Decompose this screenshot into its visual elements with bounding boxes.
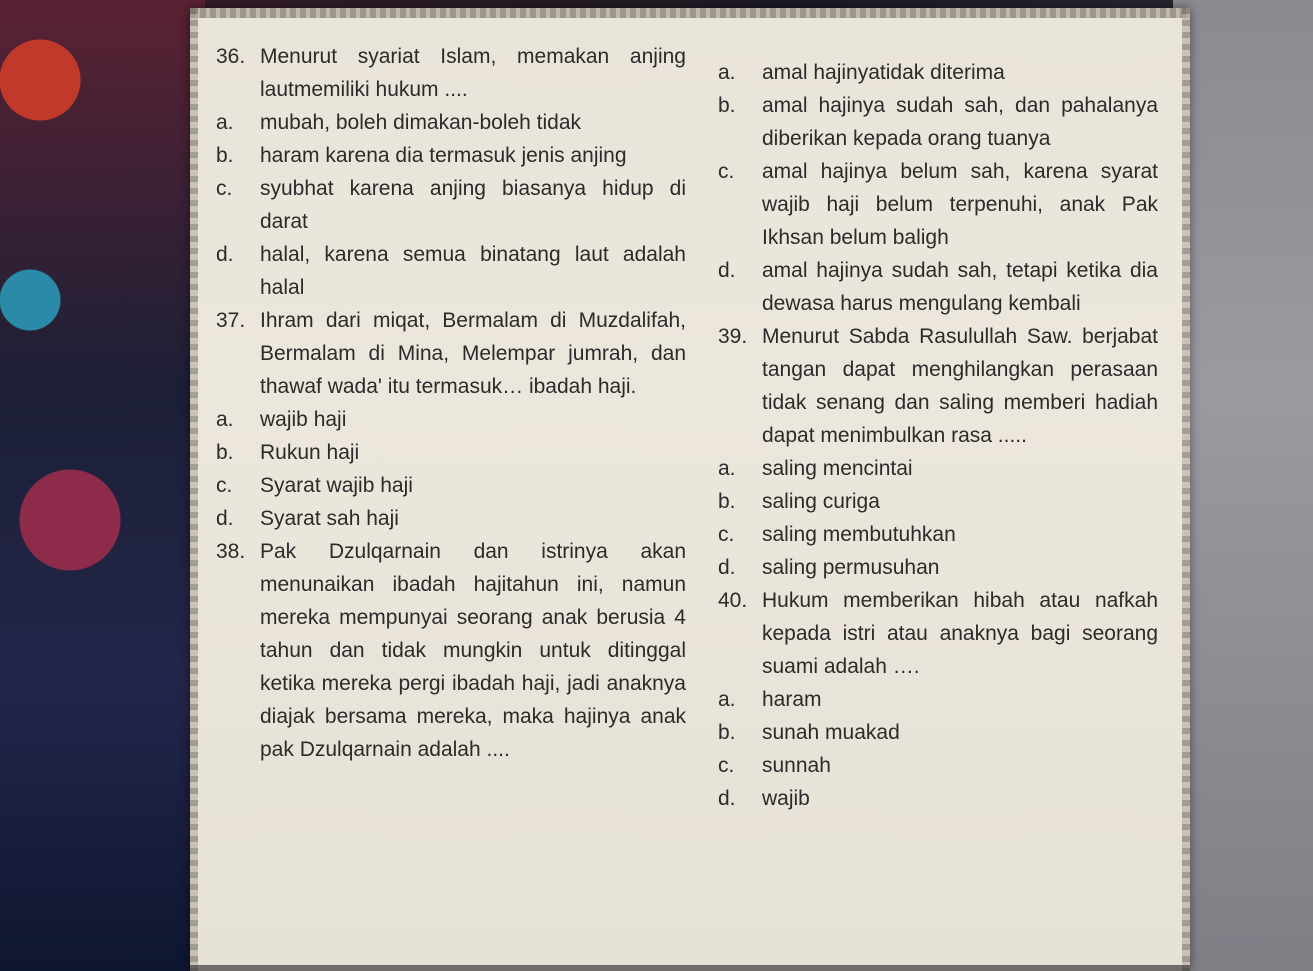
option-d[interactable]: [216, 238, 686, 304]
option-b[interactable]: [718, 716, 1158, 749]
option-text: amal hajinya sudah sah, tetapi ketika dia dewasa harus mengulang kembali: [762, 259, 1158, 315]
option-letter: b.: [216, 144, 234, 167]
option-letter: a.: [718, 688, 736, 711]
option-d[interactable]: [718, 782, 1158, 815]
question-text: Hukum memberikan hibah atau nafkah kepada istri atau anaknya bagi seorang suami adalah ….: [762, 589, 1158, 678]
option-letter: d.: [718, 556, 736, 579]
question-36: [216, 40, 686, 304]
option-text: saling permusuhan: [762, 556, 940, 579]
option-text: mubah, boleh dimakan-boleh tidak: [260, 111, 582, 134]
option-text: Rukun haji: [260, 441, 360, 464]
option-letter: d.: [718, 259, 736, 282]
option-letter: a.: [718, 61, 736, 84]
option-text: wajib: [762, 787, 810, 810]
option-c[interactable]: [216, 172, 686, 238]
option-letter: c.: [718, 523, 735, 546]
option-b[interactable]: [718, 485, 1158, 518]
question-38-stem: [216, 535, 686, 766]
question-text: Menurut Sabda Rasulullah Saw. berjabat tangan dapat menghilangkan perasaan tidak senang dan saling memberi hadiah dapat menimbulkan rasa .....: [762, 325, 1158, 447]
option-letter: a.: [718, 457, 736, 480]
option-text: sunah muakad: [762, 721, 900, 744]
question-39: [718, 320, 1158, 584]
option-text: Syarat wajib haji: [260, 474, 413, 497]
question-number: 36.: [216, 45, 246, 68]
option-a[interactable]: [718, 452, 1158, 485]
question-37-stem: [216, 304, 686, 403]
exam-paper: [190, 8, 1190, 971]
paper-border-right: [1182, 8, 1190, 971]
option-letter: b.: [718, 94, 736, 117]
option-a[interactable]: [216, 403, 686, 436]
question-number: 39.: [718, 325, 748, 348]
option-text: saling membutuhkan: [762, 523, 956, 546]
option-letter: c.: [718, 160, 735, 183]
option-text: sunnah: [762, 754, 831, 777]
option-b[interactable]: [216, 436, 686, 469]
option-letter: b.: [718, 490, 736, 513]
question-number: 40.: [718, 589, 748, 612]
option-c[interactable]: [718, 155, 1158, 254]
question-37: [216, 304, 686, 535]
option-letter: c.: [216, 177, 233, 200]
option-c[interactable]: [718, 518, 1158, 551]
right-column: [718, 56, 1158, 815]
question-text: Menurut syariat Islam, memakan anjing lautmemiliki hukum ....: [260, 45, 686, 101]
option-letter: d.: [216, 507, 234, 530]
question-38-options: [718, 56, 1158, 320]
paper-border-top: [190, 8, 1190, 18]
option-d[interactable]: [718, 551, 1158, 584]
option-text: amal hajinya belum sah, karena syarat wajib haji belum terpenuhi, anak Pak Ikhsan belum baligh: [762, 160, 1158, 249]
option-text: haram: [762, 688, 822, 711]
question-36-stem: [216, 40, 686, 106]
option-letter: c.: [718, 754, 735, 777]
paper-border-left: [190, 8, 198, 971]
fabric-background-right: [1173, 0, 1313, 971]
option-text: halal, karena semua binatang laut adalah halal: [260, 243, 686, 299]
option-a[interactable]: [718, 683, 1158, 716]
option-text: saling curiga: [762, 490, 880, 513]
option-letter: b.: [718, 721, 736, 744]
option-b[interactable]: [216, 139, 686, 172]
question-40: [718, 584, 1158, 815]
question-text: Pak Dzulqarnain dan istrinya akan menunaikan ibadah hajitahun ini, namun mereka mempunyai seorang anak berusia 4 tahun dan tidak mungkin untuk ditinggal ketika mereka pergi ibadah haji, jadi anaknya diajak bersama mereka, maka hajinya anak pak Dzulqarnain adalah ....: [260, 540, 686, 761]
option-a[interactable]: [216, 106, 686, 139]
option-letter: c.: [216, 474, 233, 497]
question-number: 38.: [216, 540, 246, 563]
option-b[interactable]: [718, 89, 1158, 155]
fabric-background-left: [0, 0, 205, 971]
question-40-stem: [718, 584, 1158, 683]
option-c[interactable]: [718, 749, 1158, 782]
option-text: haram karena dia termasuk jenis anjing: [260, 144, 627, 167]
option-letter: b.: [216, 441, 234, 464]
question-text: Ihram dari miqat, Bermalam di Muzdalifah, Bermalam di Mina, Melempar jumrah, dan thawaf wada' itu termasuk… ibadah haji.: [260, 309, 686, 398]
option-letter: d.: [216, 243, 234, 266]
option-d[interactable]: [718, 254, 1158, 320]
option-text: amal hajinyatidak diterima: [762, 61, 1005, 84]
option-text: Syarat sah haji: [260, 507, 399, 530]
option-letter: a.: [216, 408, 234, 431]
option-text: amal hajinya sudah sah, dan pahalanya diberikan kepada orang tuanya: [762, 94, 1158, 150]
option-text: wajib haji: [260, 408, 347, 431]
option-text: saling mencintai: [762, 457, 913, 480]
paper-border-bottom: [190, 965, 1190, 971]
question-38: [216, 535, 686, 766]
option-letter: a.: [216, 111, 234, 134]
option-letter: d.: [718, 787, 736, 810]
option-c[interactable]: [216, 469, 686, 502]
question-39-stem: [718, 320, 1158, 452]
option-d[interactable]: [216, 502, 686, 535]
left-column: [216, 40, 686, 766]
option-a[interactable]: [718, 56, 1158, 89]
option-text: syubhat karena anjing biasanya hidup di darat: [260, 177, 686, 233]
question-number: 37.: [216, 309, 246, 332]
